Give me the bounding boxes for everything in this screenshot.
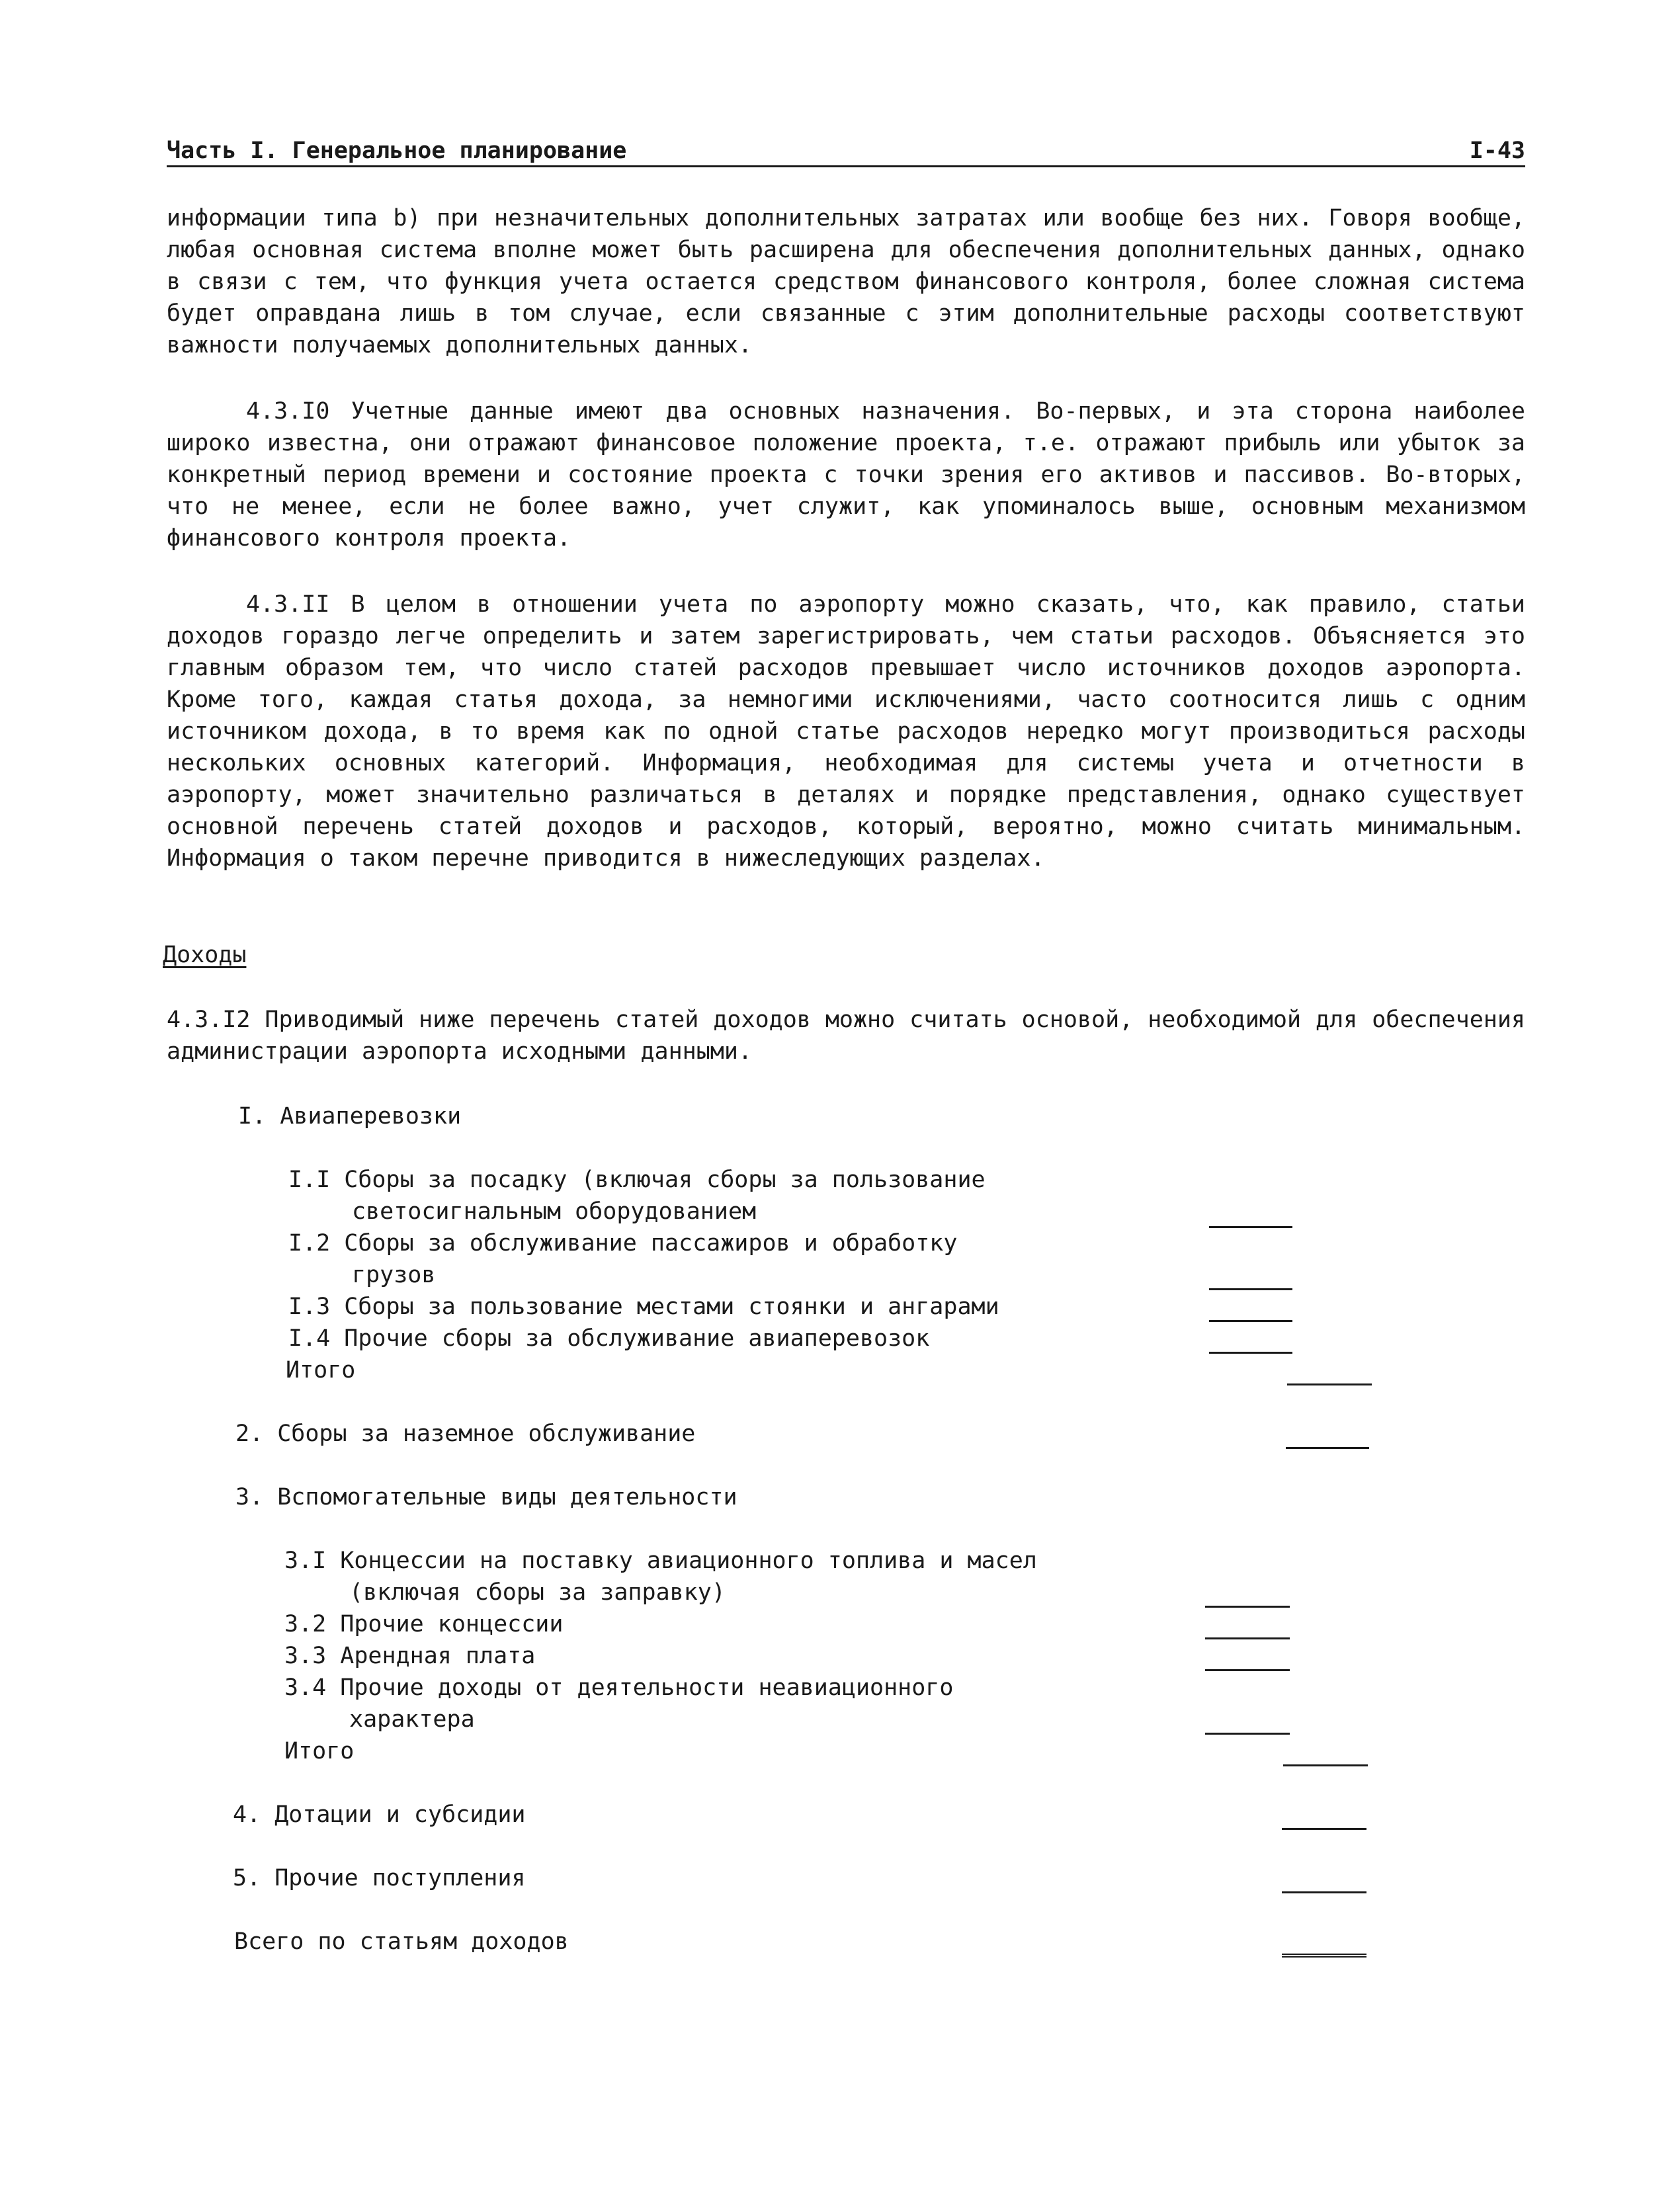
paragraph-4-3-10 (167, 395, 1525, 554)
amount-blank (1205, 1669, 1290, 1671)
paragraph-text: Приводимый ниже перечень статей доходов можно считать основой, необходимой для обеспечения администрации аэропорта исходными данными. (167, 1007, 1525, 1065)
amount-blank (1209, 1226, 1292, 1228)
paragraph-text: В целом в отношении учета по аэропорту можно сказать, что, как правило, статьи доходов гораздо легче определить и затем зарегистрировать, чем статьи расходов. Объясняется это главным образом тем, что число статей расходов превышает число источников доходов аэропорта. Кроме того, каждая статья дохода, за немногими исключениями, часто соотносится лишь с одним источником дохода, в то время как по одной статье расходов нередко могут производиться расходы нескольких основных категорий. Информация, необходимая для системы учета и отчетности в аэропорту, может значительно различаться в деталях и порядке представления, однако существует основной перечень статей доходов и расходов, который, вероятно, можно считать минимальным. Информация о таком перечне приводится в нижеследующих разделах. (167, 591, 1525, 872)
section-heading-revenue: Доходы (163, 942, 247, 968)
list-item-fuel-concessions-cont: (включая сборы за заправку) (349, 1579, 726, 1606)
amount-blank (1286, 1447, 1369, 1449)
paragraph-number: 4.3.II (246, 591, 330, 618)
paragraph-number: 4.3.I0 (246, 398, 330, 425)
list-item-rent: 3.3 Арендная плата (284, 1643, 536, 1669)
list-item-aviation: I. Авиаперевозки (238, 1103, 462, 1130)
amount-blank-grand-total (1282, 1954, 1366, 1960)
paragraph-4-3-11 (167, 589, 1525, 874)
list-item-auxiliary: 3. Вспомогательные виды деятельности (235, 1484, 737, 1510)
page-header (167, 131, 1525, 167)
paragraph-text: информации типа b) при незначительных дополнительных затратах или вообще без них. Говоря вообще, любая основная система вполне может быть расширена для обеспечения дополнительных данных, однако в связи с тем, что функция учета остается средством финансового контроля, более сложная система будет оправдана лишь в том случае, если связанные с этим дополнительные расходы соответствуют важности получаемых дополнительных данных. (167, 205, 1525, 358)
list-item-other-receipts: 5. Прочие поступления (233, 1865, 526, 1891)
list-item-fuel-concessions: 3.I Концессии на поставку авиационного топлива и масел (284, 1547, 1037, 1574)
list-item-parking-fees: I.3 Сборы за пользование местами стоянки и ангарами (288, 1294, 999, 1320)
list-item-landing-fees: I.I Сборы за посадку (включая сборы за пользование (288, 1167, 986, 1193)
amount-blank (1209, 1288, 1292, 1290)
list-item-non-aviation-income: 3.4 Прочие доходы от деятельности неавиационного (284, 1674, 954, 1701)
list-item-ground-handling: 2. Сборы за наземное обслуживание (235, 1421, 696, 1447)
list-subtotal-auxiliary: Итого (284, 1738, 355, 1764)
list-subtotal-aviation: Итого (286, 1357, 356, 1383)
amount-blank (1282, 1828, 1366, 1830)
amount-blank (1209, 1352, 1292, 1354)
list-item-non-aviation-income-cont: характера (349, 1706, 475, 1733)
amount-blank (1282, 1891, 1366, 1893)
paragraph-text: Учетные данные имеют два основных назначения. Во-первых, и эта сторона наиболее широко известна, они отражают финансовое положение проекта, т.е. отражают прибыль или убыток за конкретный период времени и состояние проекта с точки зрения его активов и пассивов. Во-вторых, что не менее, если не более важно, учет служит, как упоминалось выше, основным механизмом финансового контроля проекта. (167, 398, 1526, 552)
amount-blank (1205, 1637, 1290, 1639)
list-item-landing-fees-cont: светосигнальным оборудованием (352, 1198, 757, 1225)
list-item-passenger-fees: I.2 Сборы за обслуживание пассажиров и обработку (288, 1230, 958, 1257)
paragraph-continuation (167, 202, 1525, 361)
paragraph-4-3-12 (167, 1004, 1525, 1067)
list-item-passenger-fees-cont: грузов (352, 1262, 436, 1288)
paragraph-number: 4.3.I2 (167, 1007, 251, 1033)
page-number: I-43 (1469, 138, 1525, 164)
list-item-subsidies: 4. Дотации и субсидии (233, 1801, 526, 1828)
list-item-other-concessions: 3.2 Прочие концессии (284, 1611, 564, 1637)
amount-blank (1205, 1733, 1290, 1735)
header-title: Часть I. Генеральное планирование (167, 138, 627, 164)
amount-blank (1205, 1606, 1290, 1608)
list-item-other-aviation-fees: I.4 Прочие сборы за обслуживание авиаперевозок (288, 1325, 930, 1352)
amount-blank-subtotal (1287, 1383, 1372, 1385)
list-grand-total: Всего по статьям доходов (234, 1928, 569, 1955)
amount-blank (1209, 1320, 1292, 1322)
amount-blank-subtotal (1283, 1764, 1368, 1766)
